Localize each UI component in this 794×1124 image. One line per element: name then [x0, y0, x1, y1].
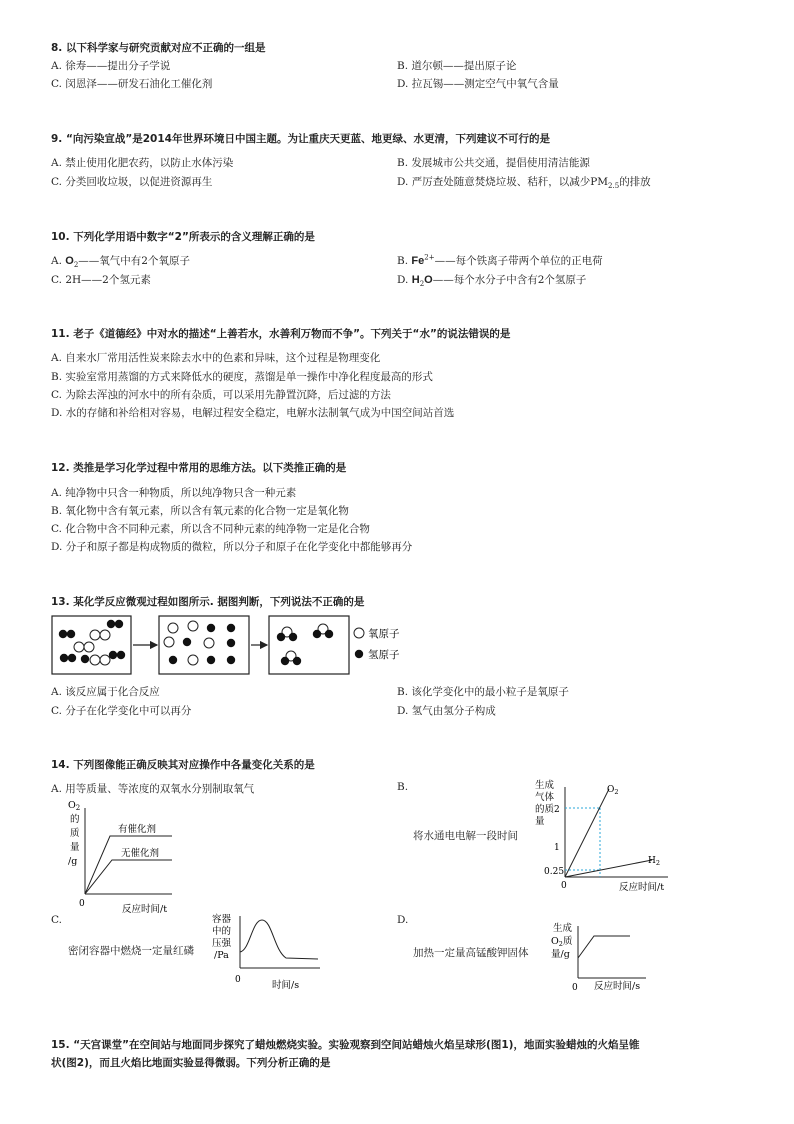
chart-a-xlabel: 反应时间/t [122, 904, 168, 915]
chart-b-ylabel-line-1: 生成 [535, 780, 555, 791]
question-11-stem: 11. 老子《道德经》中对水的描述“上善若水，水善利万物而不争”。下列关于“水”的说法错误的是 [51, 328, 511, 340]
chart-a-origin: 0 [79, 899, 85, 909]
reaction-diagram [51, 612, 451, 678]
chart-a-ylabel-line-5: /g [68, 856, 78, 867]
chart-c-ylabel-line-2: 中的 [212, 926, 232, 937]
product-molecules [277, 624, 333, 665]
chart-b-series-h2 [565, 860, 652, 877]
question-9-stem: 9. “向污染宣战”是2014年世界环境日中国主题。为让重庆天更蓝、地更绿、水更清，下列建议不可行的是 [51, 133, 550, 145]
chart-c-xlabel: 时间/s [272, 980, 300, 991]
chart-c-ylabel-line-3: 压强 [212, 938, 232, 949]
chart-b-origin: 0 [561, 881, 567, 891]
oxygen-atom-legend-icon [354, 628, 364, 638]
question-8-option-b: B. 道尔顿——提出原子论 [397, 60, 517, 72]
question-11-option-a: A. 自来水厂常用活性炭来除去水中的色素和异味，这个过程是物理变化 [51, 352, 381, 364]
question-13-option-a: A. 该反应属于化合反应 [51, 686, 160, 698]
question-14-option-b-text: 将水通电电解一段时间 [413, 830, 518, 842]
question-9-option-d: D. 严厉查处随意焚烧垃圾、秸秆，以减少$PM_{2.5}$的排放 [397, 176, 651, 191]
chart-a-ylabel-line-2: 的 [70, 814, 80, 825]
chart-a-ylabel-line-3: 质 [70, 828, 80, 839]
chart-c [210, 910, 326, 992]
question-13-option-c: C. 分子在化学变化中可以再分 [51, 705, 192, 717]
chart-b-xlabel: 反应时间/t [619, 882, 665, 893]
chart-a-label-with-catalyst: 有催化剂 [118, 824, 157, 835]
question-12-stem: 12. 类推是学习化学过程中常用的思维方法。以下类推正确的是 [51, 462, 347, 474]
chart-b-ylabel-line-2: 气体 [535, 792, 555, 803]
question-8-option-c: C. 闵恩泽——研发石油化工催化剂 [51, 78, 213, 90]
chart-d-series [578, 936, 630, 958]
chart-d-xlabel: 反应时间/s [594, 981, 641, 992]
question-12-option-d: D. 分子和原子都是构成物质的微粒，所以分子和原子在化学变化中都能够再分 [51, 541, 413, 553]
chart-c-pressure-curve [240, 920, 318, 959]
question-14-option-c-label: C. [51, 914, 62, 926]
question-12-option-a: A. 纯净物中只含一种物质，所以纯净物只含一种元素 [51, 487, 297, 499]
question-15-stem-line-1: 15. “天宫课堂”在空间站与地面同步探究了蜡烛燃烧实验。实验观察到空间站蜡烛火焰呈球形(图1)，地面实验蜡烛的火焰呈锥 [51, 1039, 640, 1051]
question-14-option-a-text: A. 用等质量、等浓度的双氧水分别制取氧气 [51, 783, 255, 795]
question-8-stem: 8. 以下科学家与研究贡献对应不正确的一组是 [51, 42, 266, 54]
chart-a [60, 796, 200, 916]
reactant-molecules [59, 620, 125, 665]
product-box [269, 616, 349, 674]
question-10-option-d: D. $H_2O——$每个水分子中含有2个氢原子 [397, 274, 587, 289]
question-11-option-b: B. 实验室常用蒸馏的方式来降低水的硬度，蒸馏是单一操作中净化程度最高的形式 [51, 371, 433, 383]
chart-c-origin: 0 [235, 975, 241, 985]
question-9-option-b: B. 发展城市公共交通，提倡使用清洁能源 [397, 157, 590, 169]
question-14-stem: 14. 下列图像能正确反映其对应操作中各量变化关系的是 [51, 759, 315, 771]
chart-b-tick-1: 1 [554, 843, 560, 853]
question-10-stem: 10. 下列化学用语中数字“2”所表示的含义理解正确的是 [51, 231, 315, 243]
question-13-stem: 13. 某化学反应微观过程如图所示. 据图判断，下列说法不正确的是 [51, 596, 365, 608]
question-12-option-c: C. 化合物中含不同种元素，所以含不同种元素的纯净物一定是化合物 [51, 523, 370, 535]
question-14-option-c-text: 密闭容器中燃烧一定量红磷 [68, 945, 194, 957]
chart-c-ylabel-line-4: /Pa [214, 950, 229, 961]
chart-c-ylabel-line-1: 容器 [212, 914, 232, 925]
chart-d [550, 920, 650, 996]
chart-a-series-without-catalyst [85, 860, 172, 894]
legend-hydrogen-label: 氢原子 [368, 649, 400, 661]
question-14-option-d-text: 加热一定量高锰酸钾固体 [413, 947, 529, 959]
chart-d-ylabel-line-3: 量/g [551, 949, 570, 960]
question-9-option-a: A. 禁止使用化肥农药，以防止水体污染 [51, 157, 234, 169]
chart-b-label-o2: $O_2$ [607, 785, 619, 796]
question-11-option-c: C. 为除去浑浊的河水中的所有杂质，可以采用先静置沉降，后过滤的方法 [51, 389, 391, 401]
chart-d-ylabel-line-2: $O_2$质 [551, 936, 573, 948]
chart-a-ylabel-line-4: 量 [70, 842, 80, 853]
chart-b-ylabel-line-4: 量 [535, 816, 545, 827]
question-8-option-d: D. 拉瓦锡——测定空气中氧气含量 [397, 78, 559, 90]
legend-oxygen-label: 氧原子 [368, 628, 400, 640]
question-13-option-b: B. 该化学变化中的最小粒子是氧原子 [397, 686, 569, 698]
chart-a-series-with-catalyst [85, 836, 172, 894]
question-14-option-d-label: D. [397, 914, 409, 926]
question-8-option-a: A. 徐寿——提出分子学说 [51, 60, 171, 72]
chart-b-ylabel-line-3: 的质 [535, 804, 555, 815]
question-9-option-c: C. 分类回收垃圾，以促进资源再生 [51, 176, 213, 188]
question-13-option-d: D. 氢气由氢分子构成 [397, 705, 496, 717]
question-15-stem-line-2: 状(图2)，而且火焰比地面实验显得微弱。下列分析正确的是 [51, 1057, 331, 1069]
chart-d-origin: 0 [572, 983, 578, 993]
chart-a-ylabel-line-1: $O_2$ [68, 800, 81, 812]
chart-d-ylabel-line-1: 生成 [553, 923, 573, 934]
chart-b [530, 777, 678, 895]
chart-b-label-h2: $H_2$ [648, 856, 660, 867]
chart-b-series-o2 [565, 789, 609, 877]
hydrogen-atom-legend-icon [355, 650, 363, 658]
question-14-option-b-label: B. [397, 781, 409, 793]
chart-b-tick-025: 0.25 [544, 867, 565, 877]
chart-b-tick-2: 2 [554, 805, 560, 815]
chart-a-label-without-catalyst: 无催化剂 [121, 848, 160, 859]
question-10-option-c: C. 2H——2个氢元素 [51, 274, 151, 286]
intermediate-atoms [164, 621, 235, 665]
question-11-option-d: D. 水的存储和补给相对容易，电解过程安全稳定，电解水法制氧气成为中国空间站首选 [51, 407, 455, 419]
question-10-option-a: A. $O_2——$氧气中有2个氧原子 [51, 255, 190, 270]
question-12-option-b: B. 氧化物中含有氧元素，所以含有氧元素的化合物一定是氧化物 [51, 505, 349, 517]
question-10-option-b: B. $Fe^{2+}——$每个铁离子带两个单位的正电荷 [397, 253, 603, 267]
